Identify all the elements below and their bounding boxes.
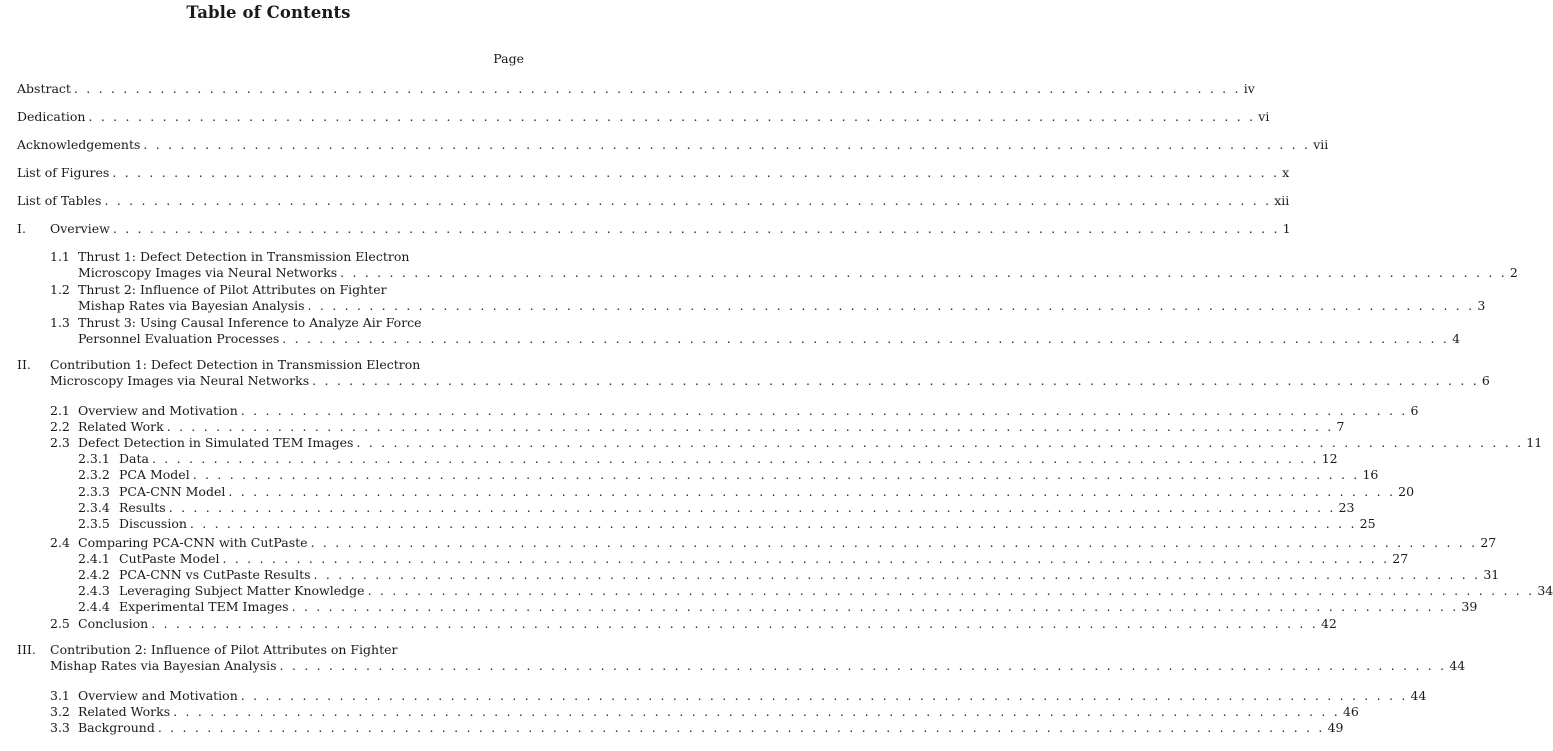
subsection-entry[interactable] [78, 516, 1376, 532]
toc-line-last [50, 688, 1427, 704]
section-entry[interactable] [50, 403, 1419, 419]
toc-number: 2.4.2 [78, 567, 110, 582]
section-entry[interactable] [50, 720, 1344, 736]
toc-label: Data [119, 451, 149, 466]
toc-line-last [78, 567, 1500, 583]
leader-dots: . . . . . . . . . . . . . . . . . . . . . . . . . . . . . . . . . . . . . . . . . . . . . . . . . . . . . . . . . . . . . . . . . . . . . . . . . . . . . . . . . . . . . . . . . . . . . . . [73, 81, 1241, 96]
chapter-entry[interactable] [17, 221, 1291, 237]
toc-line-last [78, 451, 1338, 467]
leader-dots: . . . . . . . . . . . . . . . . . . . . . . . . . . . . . . . . . . . . . . . . . . . . . . . . . . . . . . . . . . . . . . . . . . . . . . . . . . . . . . . . . . . . . . . . . . . . . . . [166, 419, 1334, 434]
subsection-entry[interactable] [78, 567, 1500, 583]
toc-page-number: xii [1274, 193, 1290, 208]
toc-label: Experimental TEM Images [119, 599, 289, 614]
front-matter-entry[interactable] [17, 109, 1270, 125]
leader-dots: . . . . . . . . . . . . . . . . . . . . . . . . . . . . . . . . . . . . . . . . . . . . . . . . . . . . . . . . . . . . . . . . . . . . . . . . . . . . . . . . . . . . . . . . . . . . . . . [157, 720, 1325, 735]
toc-label: Microscopy Images via Neural Networks [78, 265, 338, 280]
toc-line-last [78, 500, 1355, 516]
toc-line [50, 315, 525, 331]
toc-number: 2.4 [50, 535, 70, 550]
toc-label: Related Work [78, 419, 164, 434]
subsection-entry[interactable] [78, 583, 1553, 599]
toc-line-last [17, 658, 1466, 674]
toc-page-number: 44 [1449, 658, 1466, 673]
toc-number: II. [17, 357, 31, 372]
toc-page-number: 27 [1392, 551, 1409, 566]
toc-label: Personnel Evaluation Processes [78, 331, 280, 346]
toc-line-last [50, 720, 1344, 736]
toc-page-number: 7 [1336, 419, 1345, 434]
leader-dots: . . . . . . . . . . . . . . . . . . . . . . . . . . . . . . . . . . . . . . . . . . . . . . . . . . . . . . . . . . . . . . . . . . . . . . . . . . . . . . . . . . . . . . . . . . . . . . . [228, 484, 1396, 499]
toc-number: 3.1 [50, 688, 70, 703]
toc-number: 2.4.1 [78, 551, 110, 566]
toc-line-last [17, 221, 1291, 237]
toc-line-last [78, 551, 1409, 567]
toc-page-number: 23 [1338, 500, 1355, 515]
toc-page-number: 12 [1321, 451, 1338, 466]
toc-label: PCA Model [119, 467, 190, 482]
toc-number: 1.2 [50, 282, 70, 297]
toc-page-number: vi [1258, 109, 1270, 124]
toc-page-number: 11 [1526, 435, 1543, 450]
toc-number: 2.3.2 [78, 467, 110, 482]
toc-label: Background [78, 720, 155, 735]
toc-label: Comparing PCA-CNN with CutPaste [78, 535, 308, 550]
leader-dots: . . . . . . . . . . . . . . . . . . . . . . . . . . . . . . . . . . . . . . . . . . . . . . . . . . . . . . . . . . . . . . . . . . . . . . . . . . . . . . . . . . . . . . . . . . . . . . . [240, 688, 1408, 703]
toc-line-last [50, 331, 1461, 347]
section-entry[interactable] [50, 535, 1497, 551]
toc-label: Results [119, 500, 166, 515]
toc-number: 2.3 [50, 435, 70, 450]
toc-label: Thrust 1: Defect Detection in Transmission Electron [78, 249, 410, 264]
leader-dots: . . . . . . . . . . . . . . . . . . . . . . . . . . . . . . . . . . . . . . . . . . . . . . . . . . . . . . . . . . . . . . . . . . . . . . . . . . . . . . . . . . . . . . . . . . . . . . . [173, 704, 1340, 719]
toc-page-number: 16 [1362, 467, 1379, 482]
section-entry[interactable] [50, 315, 1461, 347]
toc-number: 2.4.3 [78, 583, 110, 598]
leader-dots: . . . . . . . . . . . . . . . . . . . . . . . . . . . . . . . . . . . . . . . . . . . . . . . . . . . . . . . . . . . . . . . . . . . . . . . . . . . . . . . . . . . . . . . . . . . . . . . [307, 298, 1475, 313]
section-entry[interactable] [50, 419, 1345, 435]
toc-line-last [78, 583, 1553, 599]
toc-line-last [17, 193, 1290, 209]
toc-page-number: 2 [1509, 265, 1518, 280]
leader-dots: . . . . . . . . . . . . . . . . . . . . . . . . . . . . . . . . . . . . . . . . . . . . . . . . . . . . . . . . . . . . . . . . . . . . . . . . . . . . . . . . . . . . . . . . . . . . . . . [88, 109, 1256, 124]
leader-dots: . . . . . . . . . . . . . . . . . . . . . . . . . . . . . . . . . . . . . . . . . . . . . . . . . . . . . . . . . . . . . . . . . . . . . . . . . . . . . . . . . . . . . . . . . . . . . . . [151, 451, 1319, 466]
toc-number: 2.2 [50, 419, 70, 434]
toc-line-last [78, 516, 1376, 532]
leader-dots: . . . . . . . . . . . . . . . . . . . . . . . . . . . . . . . . . . . . . . . . . . . . . . . . . . . . . . . . . . . . . . . . . . . . . . . . . . . . . . . . . . . . . . . . . . . . . . . [310, 535, 1478, 550]
leader-dots: . . . . . . . . . . . . . . . . . . . . . . . . . . . . . . . . . . . . . . . . . . . . . . . . . . . . . . . . . . . . . . . . . . . . . . . . . . . . . . . . . . . . . . . . . . . . . . . [168, 500, 1336, 515]
page-title: Table of Contents [186, 3, 351, 22]
leader-dots: . . . . . . . . . . . . . . . . . . . . . . . . . . . . . . . . . . . . . . . . . . . . . . . . . . . . . . . . . . . . . . . . . . . . . . . . . . . . . . . . . . . . . . . . . . . . . . . [192, 467, 1360, 482]
toc-label: List of Figures [17, 165, 110, 180]
toc-label: Contribution 2: Influence of Pilot Attributes on Fighter [50, 642, 398, 657]
toc-line-last [78, 467, 1379, 483]
toc-label: PCA-CNN Model [119, 484, 226, 499]
toc-number: III. [17, 642, 36, 657]
toc-label: Thrust 3: Using Causal Inference to Analyze Air Force [78, 315, 422, 330]
toc-label: PCA-CNN vs CutPaste Results [119, 567, 311, 582]
subsection-entry[interactable] [78, 451, 1338, 467]
toc-label: Contribution 1: Defect Detection in Transmission Electron [50, 357, 421, 372]
toc-label: Related Works [78, 704, 171, 719]
toc-number: 2.4.4 [78, 599, 110, 614]
toc-page-number: 4 [1452, 331, 1461, 346]
toc-label: Overview and Motivation [78, 688, 238, 703]
subsection-entry[interactable] [78, 599, 1478, 615]
toc-line-last [50, 535, 1497, 551]
chapter-entry[interactable] [17, 642, 1466, 674]
leader-dots: . . . . . . . . . . . . . . . . . . . . . . . . . . . . . . . . . . . . . . . . . . . . . . . . . . . . . . . . . . . . . . . . . . . . . . . . . . . . . . . . . . . . . . . . . . . . . . . [112, 165, 1280, 180]
toc-line-last [50, 616, 1337, 632]
subsection-entry[interactable] [78, 484, 1415, 500]
toc-page-number: 42 [1320, 616, 1337, 631]
toc-page-number: vii [1313, 137, 1329, 152]
toc-line-last [17, 137, 1329, 153]
toc-line-last [17, 81, 1255, 97]
toc-number: 2.3.1 [78, 451, 110, 466]
toc-line [50, 282, 525, 298]
toc-label: Discussion [119, 516, 187, 531]
toc-number: 2.3.4 [78, 500, 110, 515]
leader-dots: . . . . . . . . . . . . . . . . . . . . . . . . . . . . . . . . . . . . . . . . . . . . . . . . . . . . . . . . . . . . . . . . . . . . . . . . . . . . . . . . . . . . . . . . . . . . . . . [112, 221, 1280, 236]
toc-label: Dedication [17, 109, 86, 124]
toc-line-last [50, 435, 1543, 451]
section-entry[interactable] [50, 249, 1518, 281]
toc-page-number: 3 [1477, 298, 1486, 313]
leader-dots: . . . . . . . . . . . . . . . . . . . . . . . . . . . . . . . . . . . . . . . . . . . . . . . . . . . . . . . . . . . . . . . . . . . . . . . . . . . . . . . . . . . . . . . . . . . . . . . [240, 403, 1408, 418]
leader-dots: . . . . . . . . . . . . . . . . . . . . . . . . . . . . . . . . . . . . . . . . . . . . . . . . . . . . . . . . . . . . . . . . . . . . . . . . . . . . . . . . . . . . . . . . . . . . . . . [367, 583, 1535, 598]
leader-dots: . . . . . . . . . . . . . . . . . . . . . . . . . . . . . . . . . . . . . . . . . . . . . . . . . . . . . . . . . . . . . . . . . . . . . . . . . . . . . . . . . . . . . . . . . . . . . . . [143, 137, 1311, 152]
toc-label: Overview [50, 221, 110, 236]
toc-label: CutPaste Model [119, 551, 220, 566]
leader-dots: . . . . . . . . . . . . . . . . . . . . . . . . . . . . . . . . . . . . . . . . . . . . . . . . . . . . . . . . . . . . . . . . . . . . . . . . . . . . . . . . . . . . . . . . . . . . . . . [222, 551, 1390, 566]
leader-dots: . . . . . . . . . . . . . . . . . . . . . . . . . . . . . . . . . . . . . . . . . . . . . . . . . . . . . . . . . . . . . . . . . . . . . . . . . . . . . . . . . . . . . . . . . . . . . . . [279, 658, 1447, 673]
section-entry[interactable] [50, 435, 1543, 451]
toc-page-number: 39 [1461, 599, 1478, 614]
toc-number: 1.1 [50, 249, 70, 264]
toc-label: Acknowledgements [17, 137, 141, 152]
toc-label: Overview and Motivation [78, 403, 238, 418]
toc-page-number: 49 [1327, 720, 1344, 735]
toc-line-last [17, 165, 1290, 181]
toc-number: 2.3.3 [78, 484, 110, 499]
subsection-entry[interactable] [78, 500, 1355, 516]
toc-label: Microscopy Images via Neural Networks [50, 373, 310, 388]
toc-number: 3.3 [50, 720, 70, 735]
toc-label: Mishap Rates via Bayesian Analysis [78, 298, 305, 313]
toc-page-number: 44 [1410, 688, 1427, 703]
toc-line [17, 642, 525, 658]
leader-dots: . . . . . . . . . . . . . . . . . . . . . . . . . . . . . . . . . . . . . . . . . . . . . . . . . . . . . . . . . . . . . . . . . . . . . . . . . . . . . . . . . . . . . . . . . . . . . . . [104, 193, 1272, 208]
toc-number: I. [17, 221, 26, 236]
leader-dots: . . . . . . . . . . . . . . . . . . . . . . . . . . . . . . . . . . . . . . . . . . . . . . . . . . . . . . . . . . . . . . . . . . . . . . . . . . . . . . . . . . . . . . . . . . . . . . . [340, 265, 1507, 280]
toc-page-number: 6 [1410, 403, 1419, 418]
chapter-entry[interactable] [17, 357, 1490, 389]
toc-number: 3.2 [50, 704, 70, 719]
toc-page-number: iv [1243, 81, 1255, 96]
toc-page-number: 1 [1282, 221, 1291, 236]
leader-dots: . . . . . . . . . . . . . . . . . . . . . . . . . . . . . . . . . . . . . . . . . . . . . . . . . . . . . . . . . . . . . . . . . . . . . . . . . . . . . . . . . . . . . . . . . . . . . . . [282, 331, 1450, 346]
section-entry[interactable] [50, 688, 1427, 704]
toc-page-number: 31 [1483, 567, 1500, 582]
toc-label: Thrust 2: Influence of Pilot Attributes on Fighter [78, 282, 387, 297]
toc-line-last [78, 484, 1415, 500]
toc-label: Conclusion [78, 616, 149, 631]
toc-line-last [50, 298, 1486, 314]
page-column-header: Page [493, 51, 524, 66]
front-matter-entry[interactable] [17, 193, 1290, 209]
toc-line-last [50, 419, 1345, 435]
toc-page-number: 6 [1481, 373, 1490, 388]
subsection-entry[interactable] [78, 551, 1409, 567]
toc-number: 2.3.5 [78, 516, 110, 531]
toc-line-last [50, 265, 1518, 281]
toc-page-number: 25 [1359, 516, 1376, 531]
front-matter-entry[interactable] [17, 81, 1255, 97]
toc-label: List of Tables [17, 193, 102, 208]
toc-page-number: 34 [1537, 583, 1553, 598]
toc-line-last [17, 373, 1490, 389]
toc-number: 2.5 [50, 616, 70, 631]
toc-page-number: 20 [1398, 484, 1415, 499]
subsection-entry[interactable] [78, 467, 1379, 483]
toc-label: Mishap Rates via Bayesian Analysis [50, 658, 277, 673]
toc-label: Leveraging Subject Matter Knowledge [119, 583, 365, 598]
toc-line-last [17, 109, 1270, 125]
toc-line-last [50, 704, 1359, 720]
toc-line-last [50, 403, 1419, 419]
leader-dots: . . . . . . . . . . . . . . . . . . . . . . . . . . . . . . . . . . . . . . . . . . . . . . . . . . . . . . . . . . . . . . . . . . . . . . . . . . . . . . . . . . . . . . . . . . . . . . . [189, 516, 1357, 531]
leader-dots: . . . . . . . . . . . . . . . . . . . . . . . . . . . . . . . . . . . . . . . . . . . . . . . . . . . . . . . . . . . . . . . . . . . . . . . . . . . . . . . . . . . . . . . . . . . . . . . [291, 599, 1459, 614]
leader-dots: . . . . . . . . . . . . . . . . . . . . . . . . . . . . . . . . . . . . . . . . . . . . . . . . . . . . . . . . . . . . . . . . . . . . . . . . . . . . . . . . . . . . . . . . . . . . . . . [356, 435, 1524, 450]
toc-page-number: x [1282, 165, 1290, 180]
toc-label: Abstract [17, 81, 71, 96]
section-entry[interactable] [50, 616, 1337, 632]
toc-page-number: 46 [1342, 704, 1359, 719]
leader-dots: . . . . . . . . . . . . . . . . . . . . . . . . . . . . . . . . . . . . . . . . . . . . . . . . . . . . . . . . . . . . . . . . . . . . . . . . . . . . . . . . . . . . . . . . . . . . . . . [151, 616, 1318, 631]
front-matter-entry[interactable] [17, 165, 1290, 181]
toc-number: 1.3 [50, 315, 70, 330]
toc-label: Defect Detection in Simulated TEM Images [78, 435, 354, 450]
toc-line-last [78, 599, 1478, 615]
toc-line [50, 249, 525, 265]
toc-number: 2.1 [50, 403, 70, 418]
toc-line [17, 357, 525, 373]
section-entry[interactable] [50, 704, 1359, 720]
front-matter-entry[interactable] [17, 137, 1329, 153]
section-entry[interactable] [50, 282, 1486, 314]
leader-dots: . . . . . . . . . . . . . . . . . . . . . . . . . . . . . . . . . . . . . . . . . . . . . . . . . . . . . . . . . . . . . . . . . . . . . . . . . . . . . . . . . . . . . . . . . . . . . . . [313, 567, 1481, 582]
leader-dots: . . . . . . . . . . . . . . . . . . . . . . . . . . . . . . . . . . . . . . . . . . . . . . . . . . . . . . . . . . . . . . . . . . . . . . . . . . . . . . . . . . . . . . . . . . . . . . . [312, 373, 1479, 388]
toc-page-number: 27 [1480, 535, 1497, 550]
